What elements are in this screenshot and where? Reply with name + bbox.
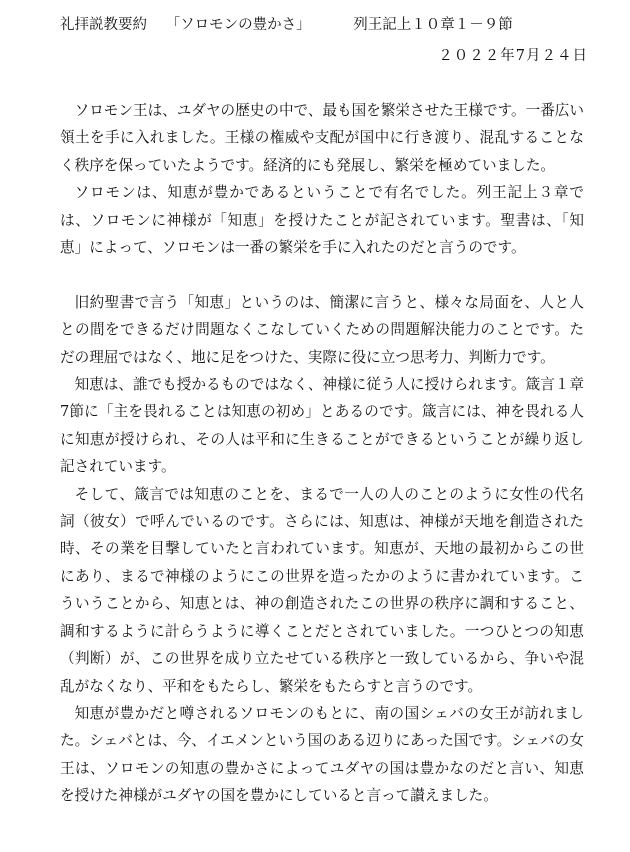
sermon-body [60, 97, 584, 810]
sermon-subtitle: 「ソロモンの豊かさ」 [165, 17, 311, 33]
paragraph-3: 旧約聖書で言う「知恵」というのは、簡潔に言うと、様々な局面を、人と人との間をできるだけ問題なくこなしていくための問題解決能力のことです。ただの理屈ではなく、地に足をつけた、実際に役に立つ思考力、判断力です。 [60, 293, 584, 366]
paragraph-spacer [60, 261, 584, 288]
sermon-date: ２０２２年7月２４日 [438, 48, 588, 64]
paragraph-1: ソロモン王は、ユダヤの歴史の中で、最も国を繁栄させた王様です。一番広い領土を手に入れました。王様の権威や支配が国中に行き渡り、混乱することなく秩序を保っていたようです。経済的にも発展し、繁栄を極めていました。 [60, 102, 584, 174]
scripture-reference: 列王記上１０章１－９節 [353, 17, 513, 33]
paragraph-2: ソロモンは、知恵が豊かであるということで有名でした。列王記上３章では、ソロモンに神様が「知恵」を授けたことが記されています。聖書は、「知恵」によって、ソロモンは一番の繁栄を手に入れたのだと言うのです。 [60, 184, 584, 257]
header-line [60, 14, 513, 36]
paragraph-6: 知恵が豊かだと噂されるソロモンのもとに、南の国シェバの女王が訪れました。シェバとは、今、イエメンという国のある辺りにあった国です。シェバの女王は、ソロモンの知恵の豊かさによってユダヤの国は豊かなのだと言い、知恵を授けた神様がユダヤの国を豊かにしていると言って讃えました。 [60, 704, 584, 805]
paragraph-4: 知恵は、誰でも授かるものではなく、神様に従う人に授けられます。箴言１章7節に「主を畏れることは知恵の初め」とあるのです。箴言には、神を畏れる人に知恵が授けられ、その人は平和に生きることができるということが繰り返し記されています。 [60, 376, 584, 476]
document-title: 礼拝説教要約 [60, 17, 147, 33]
paragraph-5: そして、箴言では知恵のことを、まるで一人の人のことのように女性の代名詞（彼女）で呼んでいるのです。さらには、知恵は、神様が天地を創造された時、その業を目撃していたと言われています。知恵が、天地の最初からこの世にあり、まるで神様のようにこの世界を造ったかのように書かれています。こういうことから、知恵とは、神の創造されたこの世界の秩序に調和すること、調和するように計らうように導くことだとされていました。一つひとつの知恵（判断）が、この世界を成り立たせている秩序と一致しているから、争いや混乱がなくなり、平和をもたらし、繁栄をもたらすと言うのです。 [60, 485, 584, 695]
